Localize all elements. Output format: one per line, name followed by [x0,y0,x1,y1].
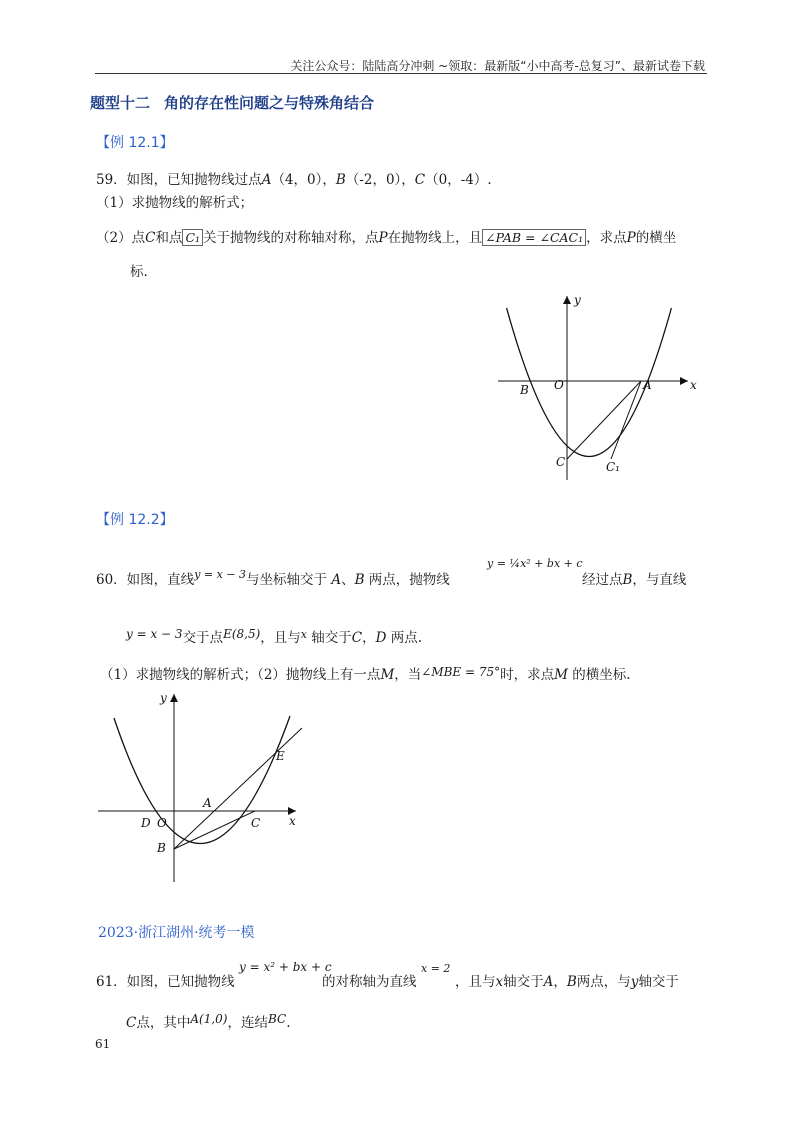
text: 的横坐标. [572,667,631,683]
y-axis-arrow [170,694,178,702]
point-A: A [331,572,342,588]
point-B: B [622,572,633,588]
page-number: 61 [95,1037,111,1051]
question-60-line1 [96,570,450,591]
label-D: D [141,816,151,830]
text: 点，其中 [136,1015,191,1031]
question-61-line1 [96,972,235,992]
point-B: B [335,172,346,188]
label-x: x [289,814,296,828]
text: （1）求抛物线的解析式；（2）抛物线上有一点 [100,667,381,683]
text: 交于点 [182,630,224,646]
text: 经过点 [582,572,623,588]
text: 在抛物线上，且 [387,230,483,246]
text: （-2，0）， [345,172,415,188]
example-label-12-2: 【例 12.2】 [96,512,174,528]
text: 两点. [390,630,423,646]
label-A: A [643,378,652,392]
text: ，当 [394,667,422,683]
question-61-line2 [126,1013,291,1033]
segment-BC [174,811,255,849]
x-variable: x [495,974,504,990]
text: 61．如图，已知抛物线 [96,974,235,990]
text: （2）点 [96,230,146,246]
section-title [90,92,374,113]
text: 轴交于 [638,974,679,990]
text: 轴交于 [311,630,352,646]
text: 两点，与 [576,974,631,990]
question-59-part2-cont: 标. [130,264,148,280]
label-C1: C₁ [606,460,620,474]
point-B: B [566,974,577,990]
point-A-coords: A(1,0) [190,1012,228,1026]
text: 和点 [155,230,183,246]
point-M: M [554,667,568,683]
point-C: C [414,172,426,188]
point-A: A [261,172,272,188]
point-C: C [145,230,156,246]
source-label: 2023·浙江湖州·统考一模 [98,925,255,941]
question-59-part2 [96,228,676,248]
text: （0，-4）. [425,172,492,188]
y-axis-arrow [563,296,571,304]
example-label-12-1: 【例 12.1】 [96,135,174,151]
header-divider [95,73,707,74]
label-O: O [157,816,167,830]
label-y: y [160,691,167,705]
point-E: E(8,5) [223,627,261,641]
parabola-equation: y = ¼x² + bx + c [487,557,583,570]
label-A: A [203,796,212,810]
text: ，连结 [227,1015,268,1031]
angle-condition: ∠MBE = 75° [421,665,501,679]
text: 时，求点 [500,667,555,683]
text: . [286,1015,291,1031]
text: ，求点 [586,230,627,246]
text: 59．如图，已知抛物线过点 [96,172,262,188]
point-B: B [354,572,365,588]
text: ，且与 [260,630,301,646]
label-y: y [574,293,581,307]
point-A: A [543,974,554,990]
y-variable: y [630,974,639,990]
question-59-part1: （1）求抛物线的解析式； [96,195,254,211]
point-C: C [351,630,363,646]
label-O: O [554,378,564,392]
page-header: 关注公众号：陆陆高分冲刺 ~领取：最新版“小中高考-总复习”、最新试卷下载 [290,59,705,73]
point-C: C [126,1015,137,1031]
section-title-main: 角的存在性问题之与特殊角结合 [164,94,375,112]
segment-BC: BC [267,1012,287,1026]
question-59-line1 [96,170,492,190]
text: （4，0）， [271,172,336,188]
question-60-line1-end [582,570,686,590]
text: 与坐标轴交于 [246,572,328,588]
point-D: D [375,630,387,646]
text: 的对称轴为直线 [322,974,417,990]
x-axis-arrow [680,377,688,385]
label-B: B [520,383,529,397]
text: 关于抛物线的对称轴对称，点 [203,230,379,246]
point-M: M [380,667,395,683]
text: ，与直线 [632,572,687,588]
label-C: C [556,455,566,469]
question-61-line1-end [455,972,679,992]
figure-parabola-59 [490,290,700,485]
text: 60．如图，直线 [96,572,195,588]
line-equation: y = x − 3 [126,627,183,641]
point-P: P [626,230,636,246]
segment-AC1 [611,381,641,459]
question-61-line1-cont [322,972,417,992]
text: 两点，抛物线 [368,572,450,588]
text: ，且与 [455,974,496,990]
text: 轴交于 [503,974,544,990]
axis-equation: x = 2 [421,962,451,975]
x-variable: x [300,628,307,641]
label-E: E [276,749,285,763]
text: ， [553,974,567,990]
question-60-line2 [126,628,422,649]
figure-parabola-60 [96,690,306,885]
text: ， [362,630,376,646]
point-P: P [378,230,388,246]
point-C1-box: C₁ [182,229,203,246]
label-x: x [690,378,697,392]
text: 的横坐 [635,230,677,246]
question-60-parts [100,665,631,685]
text: 、 [341,572,355,588]
section-title-prefix: 题型十二 [90,94,151,112]
label-C: C [251,816,261,830]
angle-condition-box: ∠PAB = ∠CAC₁ [482,229,586,246]
line-BE [174,728,302,849]
parabola-equation: y = x² + bx + c [239,960,332,974]
line-equation: y = x − 3 [194,568,247,581]
label-B: B [157,841,166,855]
